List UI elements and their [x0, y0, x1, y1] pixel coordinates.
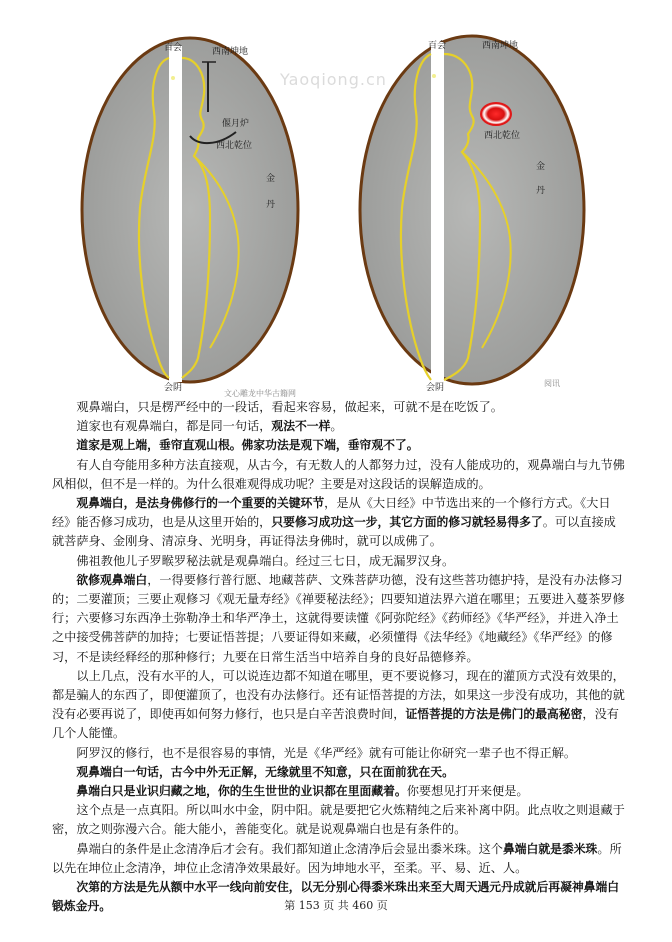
- paragraph: [52, 840, 628, 878]
- paragraph: [52, 782, 628, 801]
- paragraph: [52, 801, 628, 839]
- paragraph: [52, 667, 628, 744]
- text-run: 。所以先在坤位止念清净，坤位止念清净效果最好。因为坤地水平，至柔。平、易、近、人。: [52, 841, 622, 875]
- text-run: 以上几点，没有水平的人，可以说连边都不知道在哪里，更不要说修习，现在的灌顶方式没有效果的，都是骗人的东西了，即便灌顶了，也没有办法修行。还有证悟菩提的方法，如果这一步没有成功，其他的就没有必要再说了，即使再如何努力修行，也只是白辛苦浪费时间，: [52, 668, 625, 722]
- figures-area: [0, 0, 672, 400]
- bold-run: 欲修观鼻端白: [76, 572, 148, 587]
- credit-right: 阅讯: [544, 379, 560, 388]
- text-run: 这个点是一点真阳。所以叫水中金，阴中阳。就是要把它火炼精纯之后来补离中阴。此点收之则退藏于密，放之则弥漫六合。能大能小，善能变化。就是说观鼻端白也是有条件的。: [52, 803, 625, 837]
- figure-left: [78, 28, 302, 398]
- label-xibei: 西北乾位: [484, 131, 521, 141]
- label-baihui: 百会: [428, 41, 447, 51]
- paragraph: [52, 436, 628, 455]
- paragraph: [52, 571, 628, 667]
- text-run: ，是从《大日经》中节选出来的一个修行方式。《大日经》能否修习成功，也是从这里开始的，: [52, 496, 611, 530]
- bold-run: 鼻端白只是业识归藏之地，你的生生世世的业识都在里面藏着。: [76, 784, 407, 799]
- bold-run: 证悟菩提的方法是佛门的最高秘密: [405, 707, 583, 722]
- label-xibei: 西北乾位: [216, 141, 253, 151]
- meditation-diagram-right: [356, 28, 588, 388]
- text-run: 。: [330, 419, 343, 434]
- credit-left: 文心雕龙中华古籍网: [224, 389, 296, 398]
- paragraph: [52, 494, 628, 552]
- paragraph: [52, 398, 628, 417]
- central-channel: [169, 46, 182, 382]
- bold-run: 观法不一样: [271, 419, 331, 434]
- label-jin: 金: [266, 174, 276, 184]
- text-run: 。可以直接成就菩萨身、金刚身、清凉身、光明身，再证得法身佛时，就可以成佛了。: [52, 515, 616, 549]
- label-jin: 金: [536, 162, 546, 172]
- text-run: 你要想见打开来便是。: [406, 784, 529, 799]
- central-channel: [431, 42, 444, 382]
- paragraph: [52, 417, 628, 436]
- bold-run: 观鼻端白，是法身佛修行的一个重要的关键环节: [76, 496, 325, 511]
- label-xinan: 西南坤地: [482, 41, 519, 51]
- label-huiyin: 会阴: [164, 383, 183, 393]
- text-run: ，一得要修行普行愿、地藏菩萨、文殊菩萨功德，没有这些菩功德护持，是没有办法修习的；二要灌顶；三要止观修习《观无量寿经》《禅要秘法经》；四要知道法界六道在哪里；五要进入蔓茶罗修行；六要修习东西净土弥勒净土和华严净土，这就得要读懂《阿弥陀经》《药师经》《华严经》，并进入净土之中接受佛菩萨的加持；七要证悟菩提；八要证得如来藏，必须懂得《法华经》《地藏经》《华严经》的修习，不是读经释经的那种修行；九要在日常生活当中培养自身的良好品德修养。: [52, 572, 625, 664]
- bold-run: 观鼻端白一句话，古今中外无正解，无缘就里不知意，只在面前犹在天。: [76, 764, 454, 779]
- label-dan: 丹: [266, 200, 276, 210]
- label-xinan: 西南坤地: [212, 47, 249, 57]
- watermark: Yaoqiong.cn: [280, 70, 387, 89]
- label-huiyin: 会阴: [426, 383, 445, 393]
- text-run: 道家也有观鼻端白，都是同一句话，: [76, 419, 272, 434]
- crown-point: [432, 74, 436, 78]
- text-run: 观鼻端白，只是楞严经中的一段话，看起来容易，做起来，可就不是在吃饭了。: [76, 400, 503, 414]
- crown-point: [171, 76, 175, 80]
- page-footer: 第 153 页 共 460 页: [284, 899, 388, 912]
- paragraph: [52, 763, 628, 782]
- text-run: 阿罗汉的修行，也不是很容易的事情，光是《华严经》就有可能让你研究一辈子也不得正解。: [76, 745, 577, 760]
- label-baihui: 百会: [164, 43, 183, 53]
- paragraph: [52, 744, 628, 763]
- text-run: 佛祖教他儿子罗睺罗秘法就是观鼻端白。经过三七日，成无漏罗汉身。: [76, 553, 455, 568]
- red-spot-nose: [481, 103, 511, 125]
- text-run: 有人自夸能用多种方法直接观，从古今，有无数人的人都努力过，没有人能成功的，观鼻端白与九节佛风相似，但不是一样的。为什么很难观得成功呢？主要是对这段话的误解造成的。: [52, 457, 625, 491]
- bold-run: 只要修习成功这一步，其它方面的修习就轻易得多了: [271, 515, 543, 530]
- paragraph: [52, 456, 628, 494]
- text-run: 鼻端白的条件是止念清净后才会有。我们都知道止念清净后会显出黍米珠。这个: [76, 841, 503, 856]
- label-dan: 丹: [536, 186, 546, 196]
- bold-run: 道家是观上端，垂帘直观山根。佛家功法是观下端，垂帘观不了。: [76, 438, 419, 453]
- figure-right: [356, 28, 588, 393]
- bold-run: 次第的方法是先从额中水平一线向前安住，以无分别心得黍米珠出来至大周天遇元丹成就后再凝神鼻端白锻炼金丹。: [52, 880, 620, 914]
- label-yanyuelu: 偃月炉: [222, 119, 250, 129]
- paragraph: [52, 552, 628, 571]
- text-run: ，没有几个人能懂。: [52, 707, 619, 741]
- body-text: [52, 398, 628, 916]
- bold-run: 鼻端白就是黍米珠: [502, 841, 598, 856]
